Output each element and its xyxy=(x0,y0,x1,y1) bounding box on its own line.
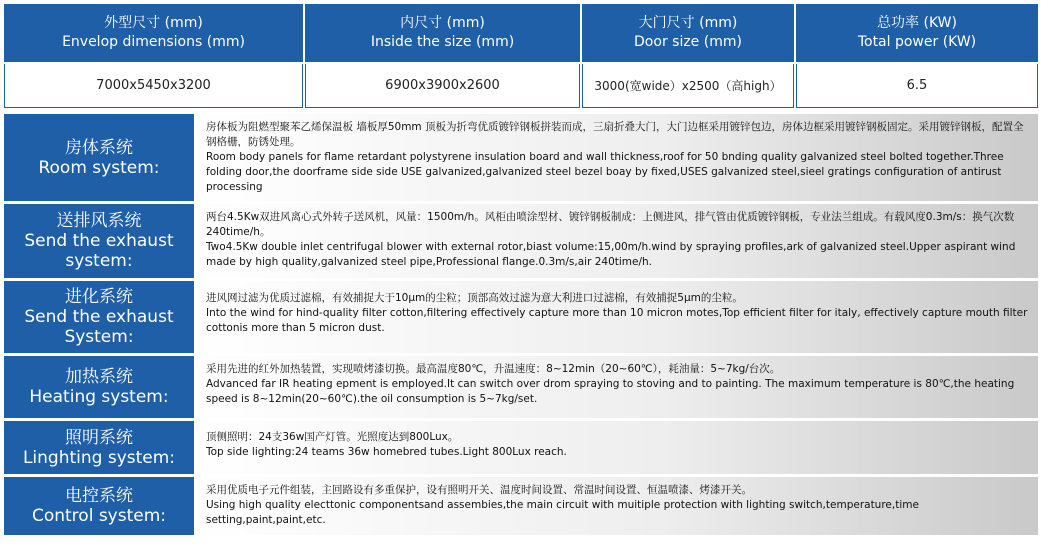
header-envelop-dimensions: 外型尺寸 (mm) Envelop dimensions (mm) xyxy=(4,4,305,62)
system-description: 采用先进的红外加热装置，实现喷烤漆切换。最高温度80℃，升温速度：8~12min（20~60℃），耗油量：5~7kg/台次。 Advanced far IR heating epment is employed.It can switch over drom spraying to stoving and to painting. The maximum temperature is 80℃,the heating speed is 8~12min(20~60℃).the oil consumption is 5~7kg/set. xyxy=(198,356,1038,418)
system-label: 加热系统 Heating system: xyxy=(4,356,194,418)
value-door-size: 3000(宽wide）x2500（高high） xyxy=(582,64,794,108)
systems-list xyxy=(4,114,1038,535)
system-description: 房体板为阻燃型聚苯乙烯保温板 墙板厚50mm 顶板为折弯优质镀锌钢板拼装而成，三扇折叠大门，大门边框采用镀锌包边，房体边框采用镀锌钢板固定。采用镀锌钢板，配置全钢格栅，防锈处理。 Room body panels for flame retardant polystyrene insulation board and wall thickness,roof for 50 bnding quality galvanized steel bolted together.Three folding door,the doorframe side side USE galvanized,galvanized steel bezel boay by fixed,USES galvanized steel,sieel gratings configuration of antirust processing xyxy=(198,114,1038,201)
system-label: 房体系统 Room system: xyxy=(4,114,194,201)
system-description: 进风网过滤为优质过滤棉，有效捕捉大于10μm的尘粒；顶部高效过滤为意大利进口过滤棉，有效捕捉5μm的尘粒。 Into the wind for hind-quality filter cotton,filtering effectively capture more than 10 micron motes,Top efficient filter for italy, effectively capture mouth filter cottonis more than 5 micron dust. xyxy=(198,281,1038,353)
system-description: 顶侧照明：24支36w国产灯管。光照度达到800Lux。 Top side lighting:24 teams 36w homebred tubes.Light 800Lux reach. xyxy=(198,421,1038,474)
header-door-size: 大门尺寸 (mm) Door size (mm) xyxy=(582,4,796,62)
system-room xyxy=(4,114,1038,201)
system-control xyxy=(4,477,1038,535)
system-lighting xyxy=(4,421,1038,474)
spec-header-row xyxy=(4,4,1038,62)
spec-table xyxy=(4,4,1038,106)
system-label: 送排风系统 Send the exhaust system: xyxy=(4,204,194,278)
system-label: 进化系统 Send the exhaust System: xyxy=(4,281,194,353)
system-heating xyxy=(4,356,1038,418)
system-purification xyxy=(4,281,1038,353)
system-label: 电控系统 Control system: xyxy=(4,477,194,535)
value-inside-size: 6900x3900x2600 xyxy=(305,64,580,108)
header-total-power: 总功率 (KW) Total power (KW) xyxy=(796,4,1038,62)
value-envelop-dimensions: 7000x5450x3200 xyxy=(4,64,303,108)
system-description: 采用优质电子元件组装，主回路设有多重保护，设有照明开关、温度时间设置、常温时间设置、恒温喷漆、烤漆开关。 Using high quality electtonic componentsand assembies,the main circuit with muitiple protection with lighting switch,temperature,time setting,paint,paint,etc. xyxy=(198,477,1038,535)
header-inside-size: 内尺寸 (mm) Inside the size (mm) xyxy=(305,4,582,62)
system-label: 照明系统 Linghting system: xyxy=(4,421,194,474)
spec-values-row xyxy=(4,62,1038,108)
value-total-power: 6.5 xyxy=(796,64,1038,108)
system-send-exhaust xyxy=(4,204,1038,278)
system-description: 两台4.5Kw双进风离心式外转子送风机，风量：1500m/h。风柜由喷涂型材、镀锌钢板制成：上侧进风，排气管由优质镀锌钢板，专业法兰组成。有载风度0.3m/s：换气次数240time/h。 Two4.5Kw double inlet centrifugal blower with external rotor,biast volume:15,00m/h.wind by spraying profiles,ark of galvanized steel.Upper aspirant wind made by high quality,galvanized steel pipe,Professional flange.0.3m/s,air 240time/h. xyxy=(198,204,1038,278)
